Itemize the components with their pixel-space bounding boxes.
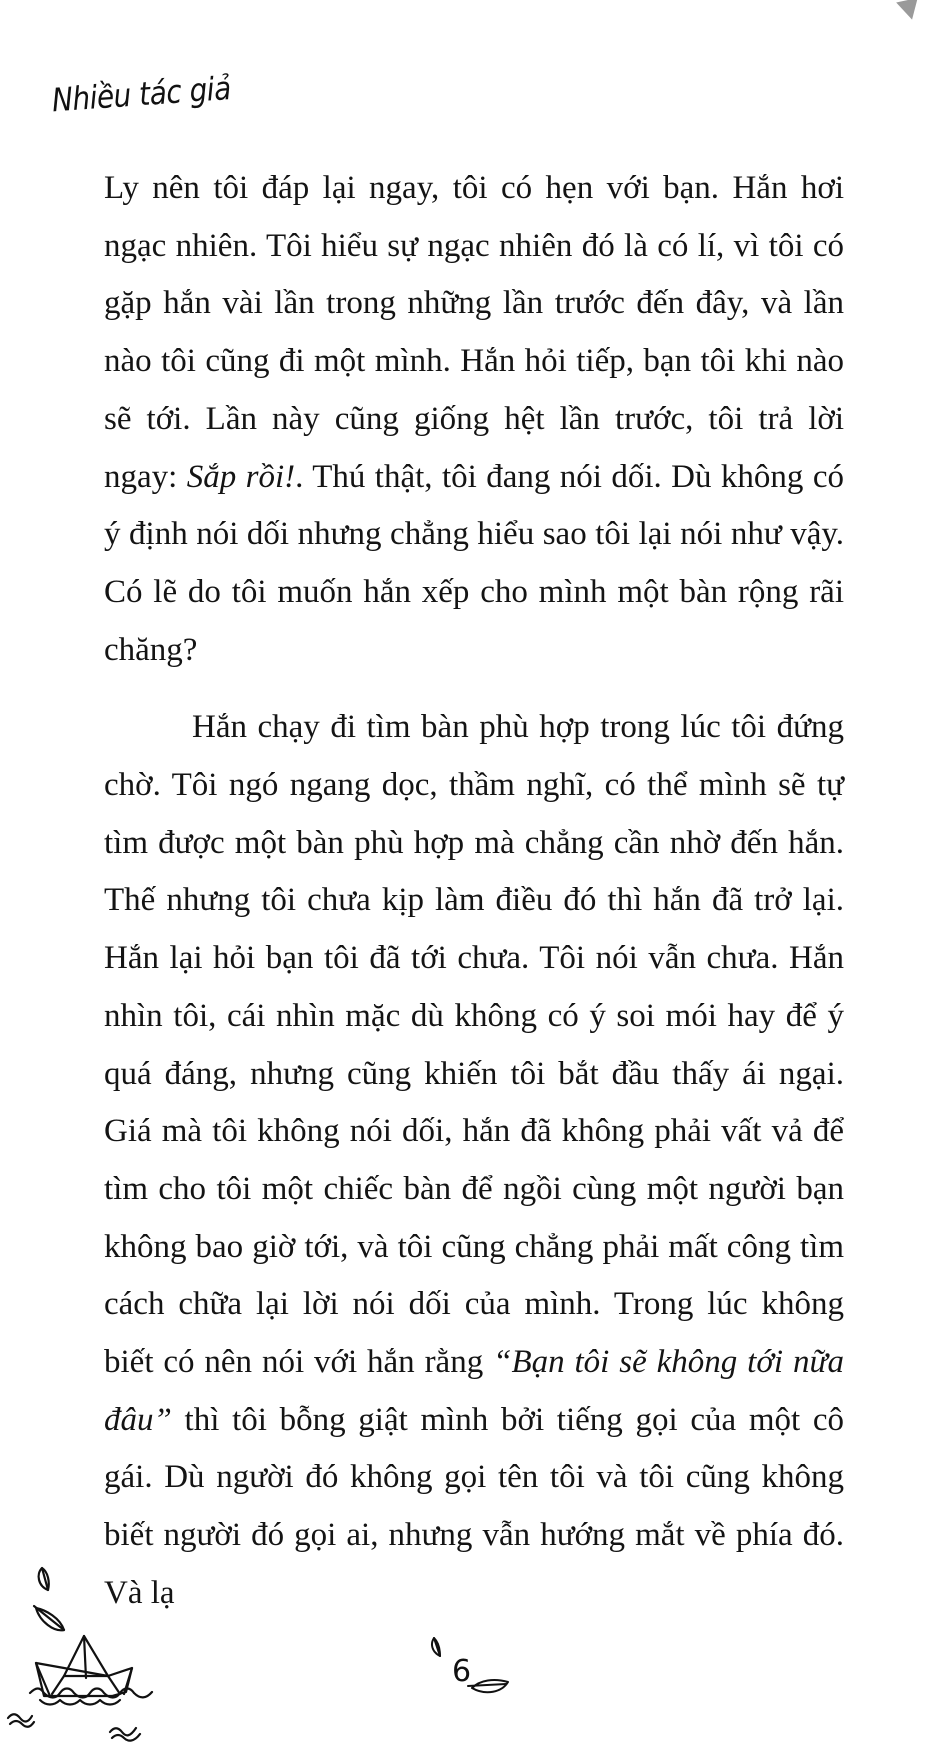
leaf-ornament-icon [428,1636,538,1696]
scan-corner-mark [896,0,922,22]
body-text [104,160,844,1623]
paragraph-2-text-a: Hắn chạy đi tìm bàn phù hợp trong lúc tôi đứng chờ. Tôi ngó ngang dọc, thầm nghĩ, có thể mình sẽ tự tìm được một bàn phù hợp mà chẳng cần nhờ đến hắn. Thế nhưng tôi chưa kịp làm điều đó thì hắn đã trở lại. Hắn lại hỏi bạn tôi đã tới chưa. Tôi nói vẫn chưa. Hắn nhìn tôi, cái nhìn mặc dù không có ý soi mói hay để ý quá đáng, nhưng cũng khiến tôi bắt đầu thấy ái ngại. Giá mà tôi không nói dối, hắn đã không phải vất vả để tìm cho tôi một chiếc bàn để ngồi cùng một người bạn không bao giờ tới, và tôi cũng chẳng phải mất công tìm cách chữa lại lời nói dối của mình. Trong lúc không biết có nên nói với hắn rằng [104,709,844,1381]
paragraph-2-text-b: thì tôi bỗng giật mình bởi tiếng gọi của một cô gái. Dù người đó không gọi tên tôi và tôi cũng không biết người đó gọi ai, nhưng vẫn hướng mắt về phía đó. Và lạ [104,1401,844,1611]
paragraph-1-text-b: . Thú thật, tôi đang nói dối. Dù không có ý định nói dối nhưng chẳng hiểu sao tôi lại nói như vậy. Có lẽ do tôi muốn hắn xếp cho mình một bàn rộng rãi chăng? [104,458,844,668]
paragraph-1 [104,160,844,679]
paragraph-2-italic-quote: “Bạn tôi sẽ không tới nữa đâu” [104,1344,844,1438]
page-number: 6 [452,1654,472,1689]
paper-boat-icon [0,1560,180,1760]
running-header-author: Nhiều tác giả [50,69,232,120]
paragraph-1-italic-quote: Sắp rồi! [186,458,296,495]
paragraph-2 [104,699,844,1622]
paragraph-1-text-a: Ly nên tôi đáp lại ngay, tôi có hẹn với bạn. Hắn hơi ngạc nhiên. Tôi hiểu sự ngạc nhiên đó là có lí, vì tôi có gặp hắn vài lần trong những lần trước đến đây, và lần nào tôi cũng đi một mình. Hắn hỏi tiếp, bạn tôi khi nào sẽ tới. Lần này cũng giống hệt lần trước, tôi trả lời ngay: [104,170,844,495]
